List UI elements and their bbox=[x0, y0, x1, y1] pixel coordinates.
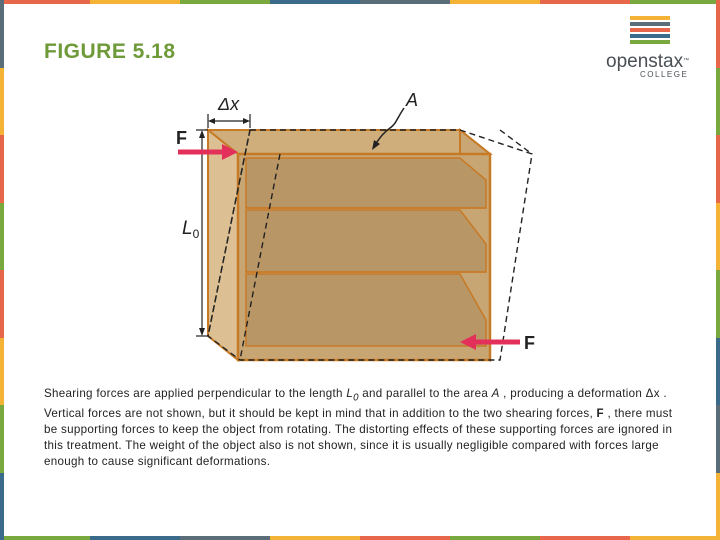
edge-segment bbox=[716, 0, 720, 68]
logo-stripe bbox=[630, 40, 670, 44]
caption-symbol-length bbox=[346, 387, 359, 404]
edge-segment bbox=[0, 473, 4, 540]
caption-part-5: , there must be supporting forces to keep the object from rotating. The distorting effects of these supporting forces are ignored in this treatment. The weight of the object also is not shown, since it is usually negligible compared with forces large enough to cause significant deformations. bbox=[44, 407, 673, 469]
edge-segment bbox=[180, 0, 270, 4]
dx-arrowhead-left bbox=[208, 118, 215, 124]
label-force-bottom: F bbox=[524, 333, 535, 353]
caption-length-main: L bbox=[346, 387, 354, 400]
logo-wordmark bbox=[606, 52, 696, 71]
label-delta-x: Δx bbox=[218, 94, 240, 114]
edge-segment bbox=[716, 473, 720, 540]
logo-trademark: ™ bbox=[683, 58, 690, 64]
logo-brand-main: openstax bbox=[606, 51, 684, 72]
edge-segment bbox=[540, 0, 630, 4]
edge-segment bbox=[0, 338, 4, 406]
shear-diagram bbox=[160, 84, 560, 374]
length-arrowhead-bottom bbox=[199, 328, 205, 336]
edge-segment bbox=[0, 270, 4, 338]
edge-segment bbox=[630, 536, 720, 540]
label-length-sub: 0 bbox=[192, 227, 200, 241]
bottom-edge-stripe bbox=[0, 536, 720, 540]
box-top-face bbox=[208, 130, 490, 154]
logo-stripe bbox=[630, 22, 670, 26]
logo-stripe bbox=[630, 28, 670, 32]
edge-segment bbox=[0, 68, 4, 136]
caption-part-1: Shearing forces are applied perpendicular to the length bbox=[44, 387, 347, 400]
edge-segment bbox=[90, 536, 180, 540]
logo-subtitle: COLLEGE bbox=[640, 70, 689, 79]
edge-segment bbox=[360, 0, 450, 4]
figure-title: FIGURE 5.18 bbox=[44, 40, 176, 63]
box-front-frame bbox=[208, 130, 238, 360]
figure-caption bbox=[44, 386, 674, 470]
caption-length-sub: 0 bbox=[353, 392, 359, 404]
edge-segment bbox=[0, 135, 4, 203]
caption-part-2: and parallel to the area bbox=[358, 387, 492, 400]
edge-segment bbox=[716, 338, 720, 406]
logo-stripe bbox=[630, 16, 670, 20]
label-area: A bbox=[406, 90, 419, 110]
edge-segment bbox=[716, 405, 720, 473]
caption-part-4: . Vertical forces are not shown, but it should be kept in mind that in addition to the two shearing forces, bbox=[44, 387, 667, 421]
edge-segment bbox=[716, 135, 720, 203]
edge-segment bbox=[540, 536, 630, 540]
caption-symbol-force: F bbox=[596, 407, 604, 421]
edge-segment bbox=[180, 536, 270, 540]
shelf-compartment-1 bbox=[246, 158, 486, 208]
edge-segment bbox=[360, 536, 450, 540]
edge-segment bbox=[90, 0, 180, 4]
edge-segment bbox=[270, 0, 360, 4]
edge-segment bbox=[450, 0, 540, 4]
top-edge-stripe bbox=[0, 0, 720, 4]
left-edge-stripe bbox=[0, 0, 4, 540]
deformed-edge-back bbox=[500, 130, 532, 154]
edge-segment bbox=[0, 536, 90, 540]
edge-segment bbox=[716, 68, 720, 136]
label-force-top: F bbox=[176, 128, 187, 148]
edge-segment bbox=[0, 203, 4, 271]
edge-segment bbox=[716, 270, 720, 338]
caption-part-3: , producing a deformation bbox=[499, 387, 646, 400]
shelf-compartment-3 bbox=[246, 274, 486, 346]
edge-segment bbox=[0, 0, 90, 4]
dx-arrowhead-right bbox=[243, 118, 250, 124]
caption-symbol-dx: Δx bbox=[645, 387, 660, 400]
length-arrowhead-top bbox=[199, 130, 205, 138]
caption-symbol-area: A bbox=[491, 387, 500, 400]
edge-segment bbox=[630, 0, 720, 4]
logo-stripe bbox=[630, 34, 670, 38]
edge-segment bbox=[0, 405, 4, 473]
edge-segment bbox=[716, 203, 720, 271]
right-edge-stripe bbox=[716, 0, 720, 540]
label-length bbox=[182, 218, 200, 241]
shelf-compartment-2 bbox=[246, 210, 486, 272]
edge-segment bbox=[450, 536, 540, 540]
edge-segment bbox=[0, 0, 4, 68]
edge-segment bbox=[270, 536, 360, 540]
label-length-main: L bbox=[182, 218, 193, 239]
